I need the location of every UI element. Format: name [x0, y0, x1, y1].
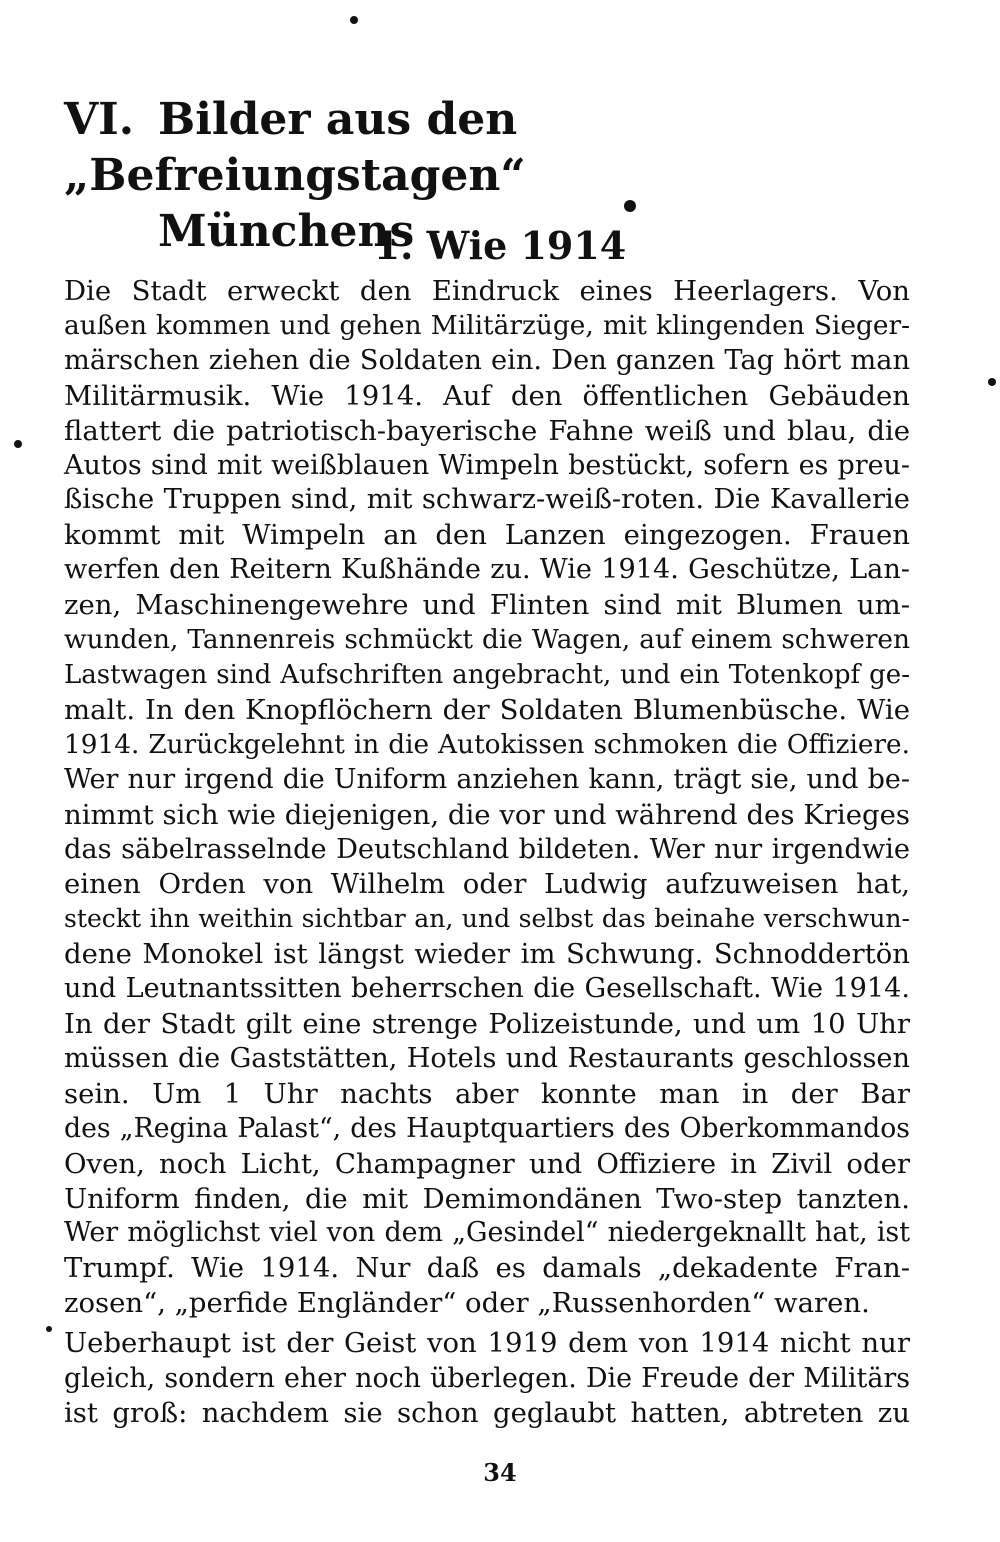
speck-mark [350, 16, 358, 24]
speck-mark [988, 378, 996, 386]
text-line: flattert die patriotisch-bayerische Fahne weiß und blau, die [64, 414, 910, 447]
text-line: Autos sind mit weißblauen Wimpeln bestückt, sofern es preu- [64, 449, 910, 481]
text-line: Wer nur irgend die Uniform anziehen kann, trägt sie, und be- [64, 763, 910, 795]
page-number: 34 [483, 1458, 517, 1487]
text-line: ßische Truppen sind, mit schwarz-weiß-roten. Die Kavallerie [64, 484, 910, 516]
text-line: zen, Maschinengewehre und Flinten sind mit Blumen um- [64, 589, 910, 622]
text-line: malt. In den Knopflöchern der Soldaten Blumenbüsche. Wie [64, 693, 910, 726]
chapter-number: VI. [64, 94, 135, 145]
paragraph-2 [64, 1326, 910, 1431]
text-line: das säbelrasselnde Deutschland bildeten. Wer nur irgendwie [64, 833, 910, 865]
text-line: und Leutnantssitten beherrschen die Gesellschaft. Wie 1914. [64, 973, 910, 1005]
text-line: steckt ihn weithin sichtbar an, und selbst das beinahe verschwun- [64, 904, 910, 934]
text-line: nimmt sich wie diejenigen, die vor und während des Krieges [64, 798, 910, 831]
text-line: werfen den Reitern Kußhände zu. Wie 1914. Geschütze, Lan- [64, 554, 910, 586]
text-line: einen Orden von Wilhelm oder Ludwig aufzuweisen hat, [64, 868, 910, 901]
text-line: Lastwagen sind Aufschriften angebracht, und ein Totenkopf ge- [64, 659, 910, 690]
text-line: zosen“, „perfide Engländer“ oder „Russenhorden“ waren. [64, 1287, 870, 1320]
paragraph-1 [64, 274, 910, 1321]
text-line: Uniform finden, die mit Demimondänen Two-step tanzten. [64, 1182, 910, 1215]
text-line: Ueberhaupt ist der Geist von 1919 dem von 1914 nicht nur [64, 1327, 910, 1359]
text-line: Oven, noch Licht, Champagner und Offiziere in Zivil oder [64, 1147, 910, 1180]
section-heading: 1. Wie 1914 [373, 223, 627, 268]
text-line: Die Stadt erweckt den Eindruck eines Heerlagers. Von [64, 275, 910, 307]
text-line: Wer möglichst viel von dem „Gesindel“ niedergeknallt hat, ist [64, 1217, 910, 1249]
text-line: Militärmusik. Wie 1914. Auf den öffentlichen Gebäuden [64, 379, 910, 412]
chapter-title-line1: Bilder aus den „Befreiungstagen“ [64, 94, 526, 201]
text-line: In der Stadt gilt eine strenge Polizeistunde, und um 10 Uhr [64, 1008, 910, 1041]
text-line: 1914. Zurückgelehnt in die Autokissen schmoken die Offiziere. [64, 729, 910, 760]
text-line: gleich, sondern eher noch überlegen. Die Freude der Militärs [64, 1363, 910, 1394]
text-line: des „Regina Palast“, des Hauptquartiers des Oberkommandos [64, 1112, 910, 1144]
text-line: wunden, Tannenreis schmückt die Wagen, auf einem schweren [64, 625, 910, 656]
text-line: Trumpf. Wie 1914. Nur daß es damals „dekadente Fran- [64, 1252, 910, 1285]
text-line: sein. Um 1 Uhr nachts aber konnte man in der Bar [64, 1077, 910, 1110]
speck-mark [46, 1326, 52, 1332]
text-line: kommt mit Wimpeln an den Lanzen eingezogen. Frauen [64, 519, 910, 552]
text-line: müssen die Gaststätten, Hotels und Restaurants geschlossen [64, 1042, 910, 1074]
speck-mark [14, 440, 22, 448]
text-line: außen kommen und gehen Militärzüge, mit klingenden Sieger- [64, 310, 910, 341]
chapter-title-line2: Münchens [158, 206, 415, 257]
text-line: märschen ziehen die Soldaten ein. Den ganzen Tag hört man [64, 344, 910, 376]
text-line: ist groß: nachdem sie schon geglaubt hatten, abtreten zu [64, 1397, 910, 1429]
text-line: dene Monokel ist längst wieder im Schwung. Schnoddertön [64, 938, 910, 971]
